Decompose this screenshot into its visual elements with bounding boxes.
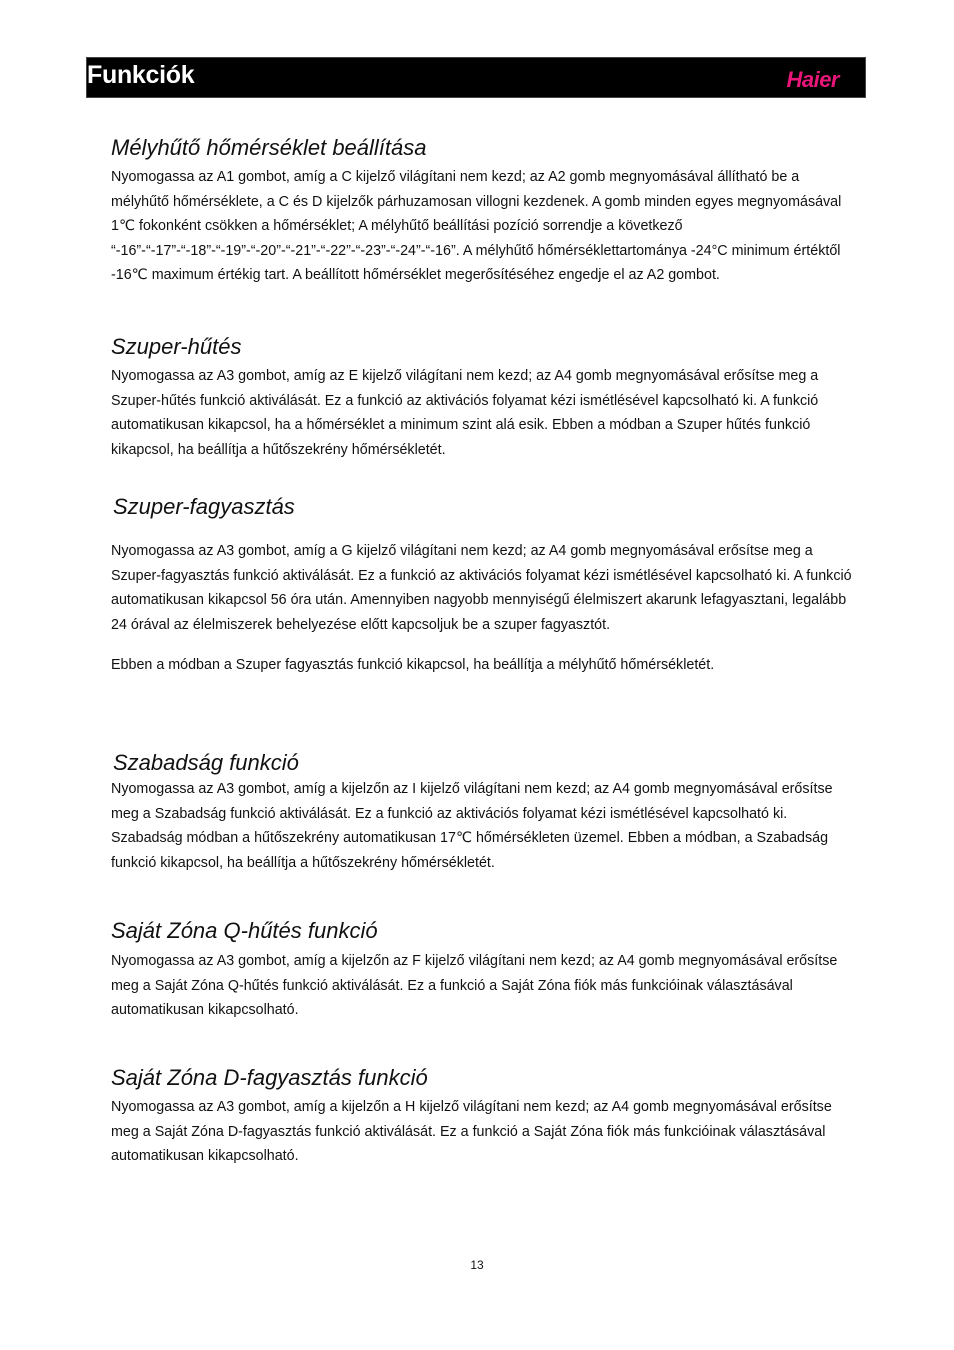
section-heading: Szabadság funkció [113,750,299,775]
section-heading: Szuper-fagyasztás [113,494,295,519]
section-paragraph: Ebben a módban a Szuper fagyasztás funkció kikapcsol, ha beállítja a mélyhűtő hőmérsékletét. [111,657,715,674]
header-bar [86,57,866,98]
page-number: 13 [470,1258,484,1272]
section-paragraph: Nyomogassa az A1 gombot, amíg a C kijelző világítani nem kezd; az A2 gomb megnyomásával állítható be a mélyhűtő hőmérséklete, a C és D kijelzők párhuzamosan villogni kezdenek. A gomb minden egyes megnyomásával 1℃ fokonként csökken a hőmérséklet; A mélyhűtő beállítási pozíció sorrendje a következő “-16”-“-17”-“-18”-“-19”-“-20”-“-21”-“-22”-“-23”-“-24”-“-16”. A mélyhűtő hőmérséklettartománya -24°C minimum értéktől -16℃ maximum értékig tart. A beállított hőmérséklet megerősítéséhez engedje el az A2 gombot. [111,169,842,284]
section-holiday-function [111,749,859,875]
section-paragraph: Nyomogassa az A3 gombot, amíg a kijelzőn az I kijelző világítani nem kezd; az A4 gomb megnyomásával erősítse meg a Szabadság funkció aktiválását. Ez a funkció az aktivációs folyamat kézi ismétlésével kapcsolható ki. Szabadság módban a hűtőszekrény automatikusan 17℃ hőmérsékleten üzemel. Ebben a módban, a Szabadság funkció kikapcsol, ha beállítja a hűtőszekrény hőmérsékletét. [111,781,833,871]
section-own-zone-q-cooling [111,917,859,1023]
section-paragraph: Nyomogassa az A3 gombot, amíg a G kijelző világítani nem kezd; az A4 gomb megnyomásával erősítse meg a Szuper-fagyasztás funkció aktiválását. Ez a funkció az aktivációs folyamat kézi ismétlésével kapcsolható ki. A funkció automatikusan kikapcsol 56 óra után. Amennyiben nagyobb mennyiségű élelmiszert akarunk lefagyasztani, legalább 24 órával az élelmiszerek behelyezése előtt kapcsoljuk be a szuper fagyasztót. [111,543,852,633]
section-heading: Mélyhűtő hőmérséklet beállítása [111,135,427,160]
section-paragraph: Nyomogassa az A3 gombot, amíg az E kijelző világítani nem kezd; az A4 gomb megnyomásával erősítse meg a Szuper-hűtés funkció aktiválását. Ez a funkció az aktivációs folyamat kézi ismétlésével kapcsolható ki. A funkció automatikusan kikapcsol, ha a hőmérséklet a minimum szint alá esik. Ebben a módban a Szuper hűtés funkció kikapcsol, ha beállítja a hűtőszekrény hőmérsékletét. [111,368,819,458]
haier-logo: Haier [786,67,839,92]
section-heading: Saját Zóna D-fagyasztás funkció [111,1065,428,1090]
section-heading: Saját Zóna Q-hűtés funkció [111,918,378,943]
section-super-freezing [111,493,859,678]
section-freezer-temperature [111,134,859,288]
page-title: Funkciók [87,61,195,89]
section-own-zone-d-freezing [111,1064,859,1169]
section-super-cooling [111,333,859,462]
section-paragraph: Nyomogassa az A3 gombot, amíg a kijelzőn az F kijelző világítani nem kezd; az A4 gomb megnyomásával erősítse meg a Saját Zóna Q-hűtés funkció aktiválását. Ez a funkció a Saját Zóna fiók más funkcióinak választásával automatikusan kikapcsolható. [111,953,838,1019]
section-heading: Szuper-hűtés [111,334,242,359]
section-paragraph: Nyomogassa az A3 gombot, amíg a kijelzőn a H kijelző világítani nem kezd; az A4 gomb megnyomásával erősítse meg a Saját Zóna D-fagyasztás funkció aktiválását. Ez a funkció a Saját Zóna fiók más funkcióinak választásával automatikusan kikapcsolható. [111,1099,832,1165]
